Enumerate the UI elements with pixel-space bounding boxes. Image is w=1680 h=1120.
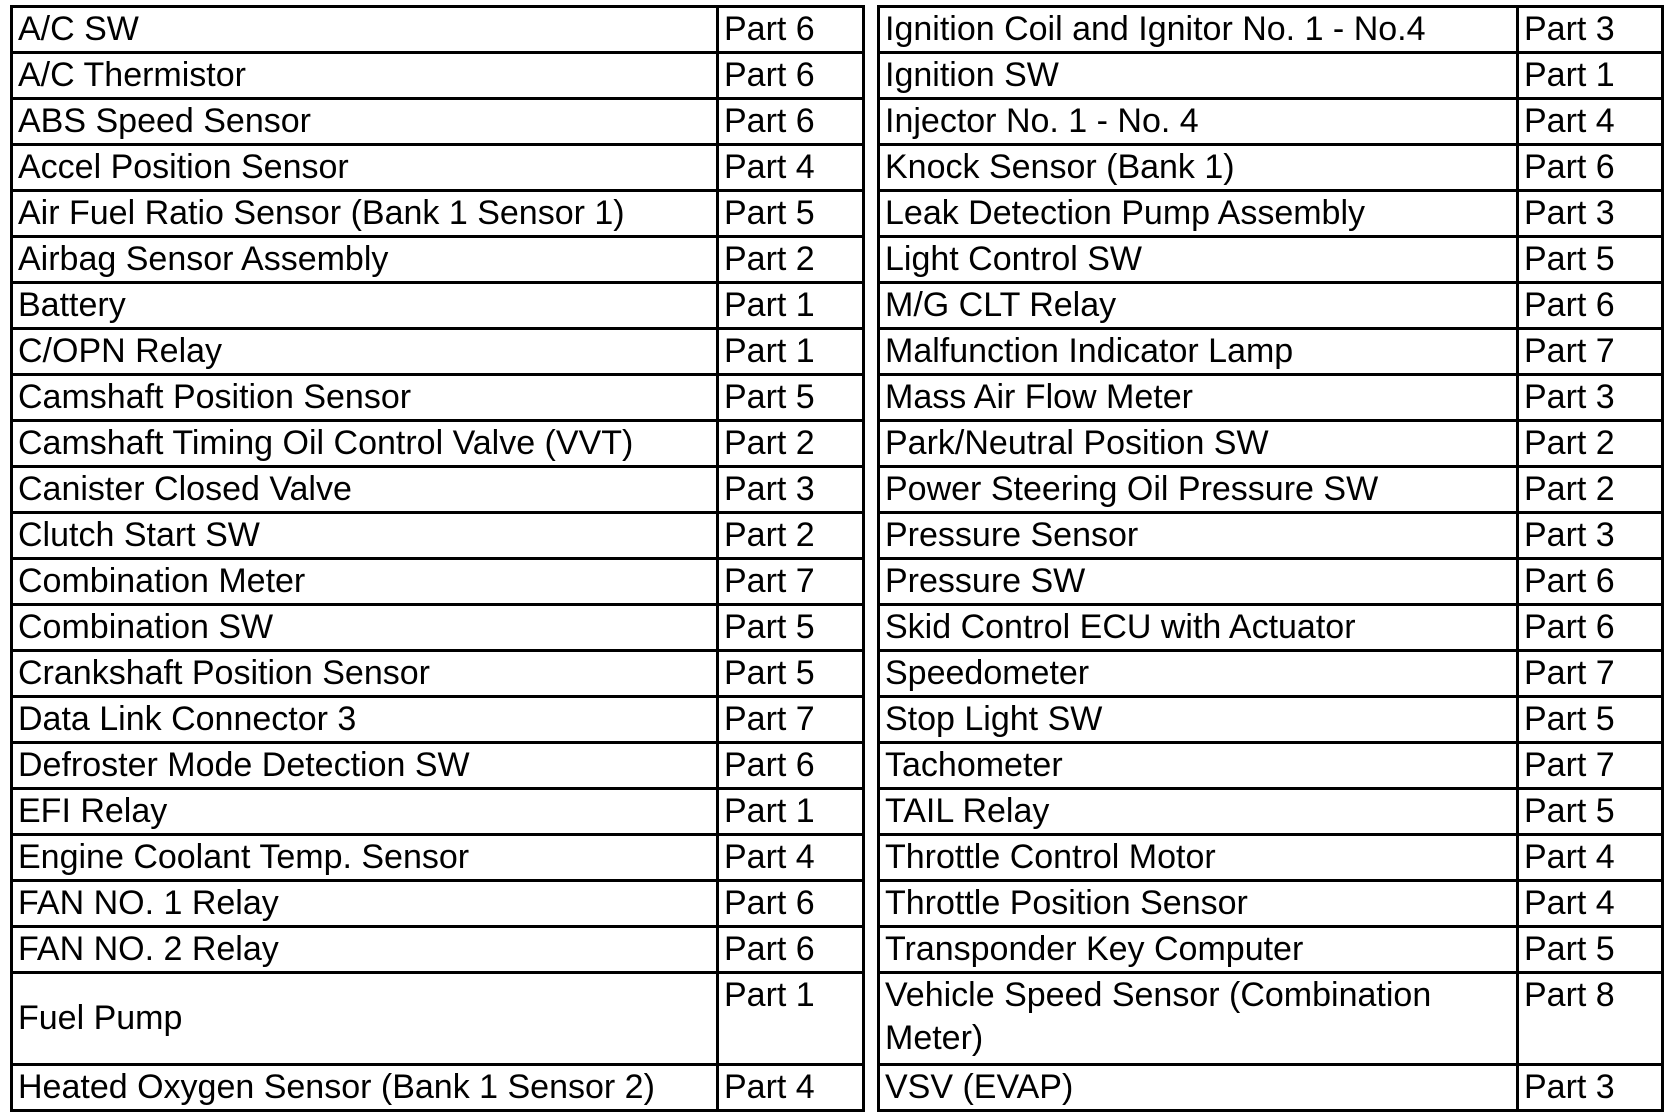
part-reference-cell: Part 7 — [718, 697, 864, 743]
table-row — [12, 191, 864, 237]
part-reference-cell: Part 6 — [1518, 559, 1663, 605]
table-row — [12, 145, 864, 191]
table-row — [12, 743, 864, 789]
part-reference-cell: Part 3 — [718, 467, 864, 513]
table-row — [12, 559, 864, 605]
component-name-cell: Pressure SW — [879, 559, 1518, 605]
table-row — [12, 697, 864, 743]
table-row — [879, 743, 1663, 789]
part-reference-cell: Part 1 — [718, 973, 864, 1065]
component-name-cell: Fuel Pump — [12, 973, 718, 1065]
component-name-cell: Ignition SW — [879, 53, 1518, 99]
part-reference-cell: Part 4 — [1518, 99, 1663, 145]
part-reference-cell: Part 6 — [718, 881, 864, 927]
table-row — [12, 835, 864, 881]
component-name-cell: TAIL Relay — [879, 789, 1518, 835]
part-reference-cell: Part 6 — [718, 927, 864, 973]
table-row — [879, 973, 1663, 1065]
part-reference-cell: Part 1 — [718, 789, 864, 835]
part-reference-cell: Part 6 — [1518, 605, 1663, 651]
part-reference-cell: Part 5 — [1518, 927, 1663, 973]
part-reference-cell: Part 7 — [718, 559, 864, 605]
component-name-cell: Camshaft Position Sensor — [12, 375, 718, 421]
part-reference-cell: Part 8 — [1518, 973, 1663, 1065]
component-name-cell: Camshaft Timing Oil Control Valve (VVT) — [12, 421, 718, 467]
part-reference-cell: Part 2 — [1518, 467, 1663, 513]
component-name-cell: VSV (EVAP) — [879, 1065, 1518, 1111]
table-row — [879, 513, 1663, 559]
table-row — [12, 467, 864, 513]
table-row — [879, 1065, 1663, 1111]
table-row — [12, 375, 864, 421]
table-row — [12, 421, 864, 467]
table-row — [879, 237, 1663, 283]
part-reference-cell: Part 3 — [1518, 191, 1663, 237]
component-name-cell: Defroster Mode Detection SW — [12, 743, 718, 789]
table-row — [12, 283, 864, 329]
table-row — [879, 881, 1663, 927]
part-reference-cell: Part 2 — [1518, 421, 1663, 467]
table-row — [879, 605, 1663, 651]
table-row — [879, 53, 1663, 99]
table-row — [879, 329, 1663, 375]
table-row — [12, 53, 864, 99]
part-reference-cell: Part 6 — [718, 743, 864, 789]
component-name-cell: Vehicle Speed Sensor (Combination Meter) — [879, 973, 1518, 1065]
table-row — [12, 7, 864, 53]
component-name-cell: Crankshaft Position Sensor — [12, 651, 718, 697]
part-reference-cell: Part 6 — [718, 7, 864, 53]
component-name-cell: Combination SW — [12, 605, 718, 651]
part-reference-cell: Part 7 — [1518, 651, 1663, 697]
part-reference-cell: Part 5 — [1518, 697, 1663, 743]
component-name-cell: EFI Relay — [12, 789, 718, 835]
table-row — [879, 835, 1663, 881]
table-row — [12, 329, 864, 375]
component-name-cell: Park/Neutral Position SW — [879, 421, 1518, 467]
part-reference-cell: Part 5 — [1518, 789, 1663, 835]
component-name-cell: Transponder Key Computer — [879, 927, 1518, 973]
component-name-cell: Leak Detection Pump Assembly — [879, 191, 1518, 237]
part-reference-cell: Part 4 — [718, 835, 864, 881]
component-name-cell: Canister Closed Valve — [12, 467, 718, 513]
part-reference-cell: Part 3 — [1518, 375, 1663, 421]
table-row — [879, 7, 1663, 53]
component-name-cell: Light Control SW — [879, 237, 1518, 283]
part-reference-cell: Part 1 — [718, 283, 864, 329]
table-row — [12, 99, 864, 145]
part-reference-cell: Part 5 — [718, 605, 864, 651]
component-name-cell: Knock Sensor (Bank 1) — [879, 145, 1518, 191]
table-row — [12, 237, 864, 283]
component-name-cell: Speedometer — [879, 651, 1518, 697]
table-row — [12, 881, 864, 927]
part-reference-cell: Part 2 — [718, 237, 864, 283]
part-reference-cell: Part 7 — [1518, 329, 1663, 375]
component-name-cell: Power Steering Oil Pressure SW — [879, 467, 1518, 513]
component-name-cell: FAN NO. 1 Relay — [12, 881, 718, 927]
component-name-cell: Heated Oxygen Sensor (Bank 1 Sensor 2) — [12, 1065, 718, 1111]
part-reference-cell: Part 5 — [718, 651, 864, 697]
component-name-cell: Skid Control ECU with Actuator — [879, 605, 1518, 651]
part-reference-cell: Part 5 — [1518, 237, 1663, 283]
part-reference-cell: Part 1 — [718, 329, 864, 375]
part-reference-cell: Part 3 — [1518, 513, 1663, 559]
component-name-cell: A/C Thermistor — [12, 53, 718, 99]
part-reference-cell: Part 6 — [718, 99, 864, 145]
component-table-left — [10, 5, 865, 1112]
table-row — [12, 789, 864, 835]
table-row — [879, 191, 1663, 237]
component-index — [10, 5, 1664, 1112]
table-row — [879, 651, 1663, 697]
component-name-cell: Pressure Sensor — [879, 513, 1518, 559]
table-row — [879, 375, 1663, 421]
table-row — [12, 973, 864, 1065]
part-reference-cell: Part 2 — [718, 513, 864, 559]
component-name-cell: Ignition Coil and Ignitor No. 1 - No.4 — [879, 7, 1518, 53]
component-name-cell: Tachometer — [879, 743, 1518, 789]
component-name-cell: Accel Position Sensor — [12, 145, 718, 191]
table-row — [879, 927, 1663, 973]
table-row — [12, 651, 864, 697]
component-name-cell: Combination Meter — [12, 559, 718, 605]
component-name-cell: Throttle Position Sensor — [879, 881, 1518, 927]
table-row — [879, 467, 1663, 513]
part-reference-cell: Part 7 — [1518, 743, 1663, 789]
component-name-cell: A/C SW — [12, 7, 718, 53]
part-reference-cell: Part 2 — [718, 421, 864, 467]
component-name-cell: Injector No. 1 - No. 4 — [879, 99, 1518, 145]
part-reference-cell: Part 4 — [718, 145, 864, 191]
component-name-cell: Stop Light SW — [879, 697, 1518, 743]
table-row — [879, 559, 1663, 605]
table-row — [12, 513, 864, 559]
component-name-cell: Clutch Start SW — [12, 513, 718, 559]
component-name-cell: Battery — [12, 283, 718, 329]
part-reference-cell: Part 4 — [1518, 881, 1663, 927]
part-reference-cell: Part 4 — [1518, 835, 1663, 881]
part-reference-cell: Part 5 — [718, 191, 864, 237]
component-name-cell: Malfunction Indicator Lamp — [879, 329, 1518, 375]
component-name-cell: Air Fuel Ratio Sensor (Bank 1 Sensor 1) — [12, 191, 718, 237]
table-row — [879, 99, 1663, 145]
part-reference-cell: Part 4 — [718, 1065, 864, 1111]
component-name-cell: Data Link Connector 3 — [12, 697, 718, 743]
part-reference-cell: Part 1 — [1518, 53, 1663, 99]
component-name-cell: M/G CLT Relay — [879, 283, 1518, 329]
table-row — [12, 1065, 864, 1111]
table-row — [12, 605, 864, 651]
table-row — [879, 283, 1663, 329]
table-row — [879, 421, 1663, 467]
component-name-cell: Engine Coolant Temp. Sensor — [12, 835, 718, 881]
component-name-cell: ABS Speed Sensor — [12, 99, 718, 145]
component-name-cell: FAN NO. 2 Relay — [12, 927, 718, 973]
table-row — [879, 145, 1663, 191]
component-name-cell: Airbag Sensor Assembly — [12, 237, 718, 283]
part-reference-cell: Part 6 — [1518, 283, 1663, 329]
component-name-cell: Mass Air Flow Meter — [879, 375, 1518, 421]
component-name-cell: Throttle Control Motor — [879, 835, 1518, 881]
table-row — [879, 789, 1663, 835]
component-name-cell: C/OPN Relay — [12, 329, 718, 375]
part-reference-cell: Part 6 — [718, 53, 864, 99]
component-table-right — [877, 5, 1664, 1112]
part-reference-cell: Part 3 — [1518, 7, 1663, 53]
part-reference-cell: Part 6 — [1518, 145, 1663, 191]
table-row — [879, 697, 1663, 743]
part-reference-cell: Part 5 — [718, 375, 864, 421]
part-reference-cell: Part 3 — [1518, 1065, 1663, 1111]
table-row — [12, 927, 864, 973]
